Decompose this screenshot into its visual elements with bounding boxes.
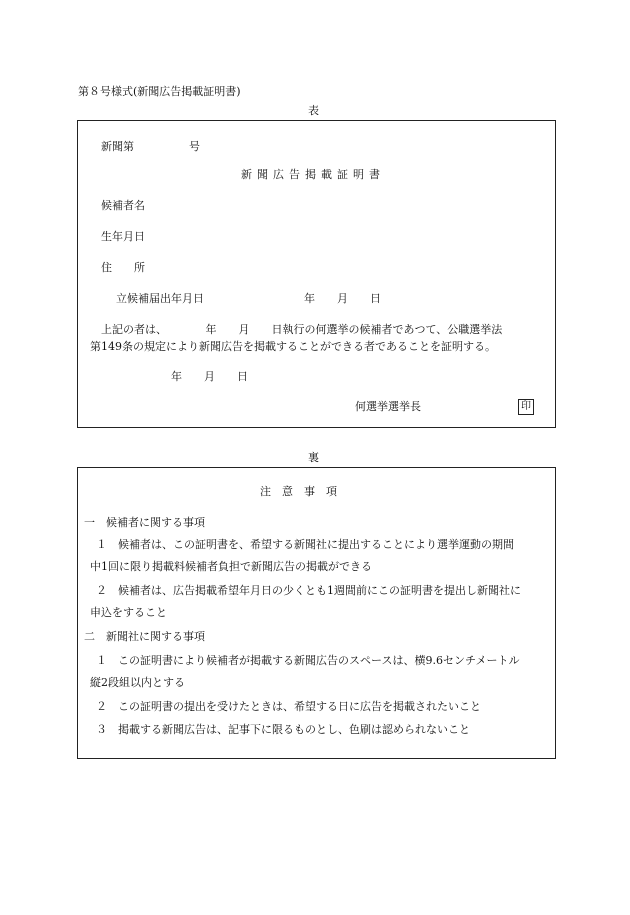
notes-title: 注 意 事 項: [260, 485, 337, 498]
item-1-2-line-2: 申込をすること: [90, 606, 167, 619]
item-2-1-line-2: 縦2段組以内とする: [90, 676, 185, 689]
filing-date-label: 立候補届出年月日: [116, 292, 204, 305]
front-side-label: 表: [308, 104, 319, 117]
candidate-name-label: 候補者名: [101, 199, 145, 212]
seal-box: 印: [518, 399, 534, 415]
address-label: 住 所: [101, 261, 145, 274]
notes-box: [77, 467, 556, 759]
certificate-title: 新聞広告掲載証明書: [241, 168, 385, 181]
certification-line-1: 上記の者は、 年 月 日執行の何選挙の候補者であつて、公職選挙法: [101, 323, 503, 336]
seal-mark: [518, 399, 534, 415]
filing-date-value: 年 月 日: [304, 292, 381, 305]
issuer-title: 何選挙選挙長: [355, 400, 421, 413]
newspaper-number: 新聞第 号: [101, 140, 200, 153]
form-title: 第８号様式(新聞広告掲載証明書): [78, 85, 241, 98]
item-1-1-line-1: １ 候補者は、この証明書を、希望する新聞社に提出することにより選挙運動の期間: [96, 538, 514, 551]
item-2-1-line-1: １ この証明書により候補者が掲載する新聞広告のスペースは、横9.6センチメートル: [96, 654, 520, 667]
certificate-box: [77, 120, 556, 428]
item-1-2-line-1: ２ 候補者は、広告掲載希望年月日の少くとも1週間前にこの証明書を提出し新聞社に: [96, 584, 521, 597]
item-2-2: ２ この証明書の提出を受けたときは、希望する日に広告を掲載されたいこと: [96, 700, 481, 713]
section-1-heading: 一 候補者に関する事項: [84, 516, 205, 529]
back-side-label: 裏: [308, 451, 319, 464]
section-2-heading: 二 新聞社に関する事項: [84, 630, 205, 643]
birth-date-label: 生年月日: [101, 230, 145, 243]
item-2-3: ３ 掲載する新聞広告は、記事下に限るものとし、色刷は認められないこと: [96, 723, 470, 736]
issue-date: 年 月 日: [171, 370, 248, 383]
item-1-1-line-2: 中1回に限り掲載料候補者負担で新聞広告の掲載ができる: [90, 560, 372, 573]
certification-line-2: 第149条の規定により新聞広告を掲載することができる者であることを証明する。: [90, 340, 496, 353]
